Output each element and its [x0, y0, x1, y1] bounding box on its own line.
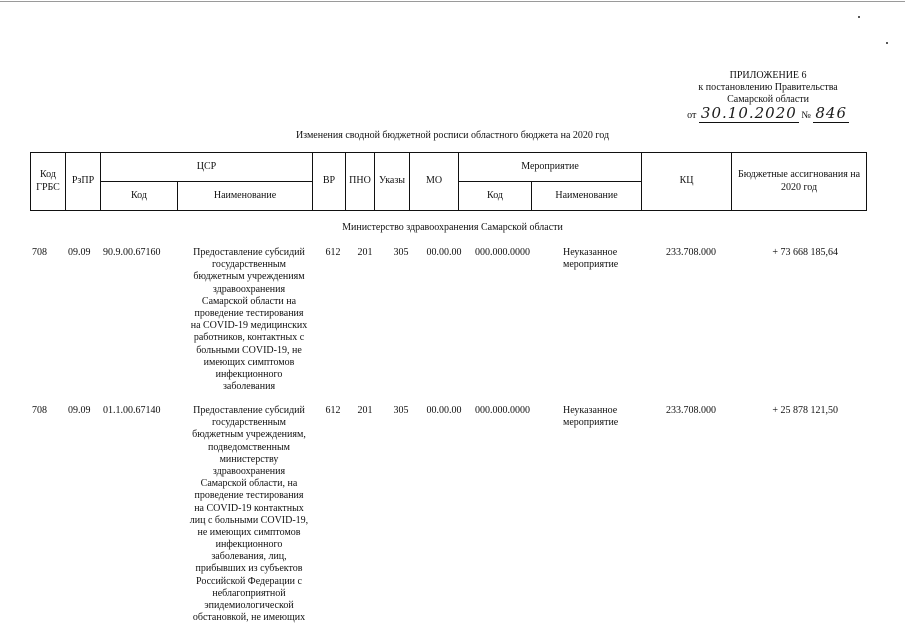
cell-pno: 201: [357, 405, 373, 416]
cell-mer-name: [563, 405, 653, 429]
text-line: Самарской области на: [201, 295, 297, 307]
text-line: проведение тестирования: [194, 307, 304, 319]
text-line: бюджетным учреждениям: [193, 271, 305, 283]
header-budget: Бюджетные ассигнования на 2020 год: [732, 153, 867, 211]
cell-rzpr: 09.09: [68, 247, 91, 258]
appendix-title: ПРИЛОЖЕНИЕ 6: [729, 70, 807, 81]
text-line: здравоохранения: [212, 465, 286, 477]
cell-mo: 00.00.00: [426, 247, 462, 258]
text-line: министерству: [219, 453, 279, 465]
cell-csr-code: 90.9.00.67160: [103, 247, 161, 258]
appendix-date-line: [687, 106, 849, 123]
cell-ukazy: 305: [393, 247, 409, 258]
cell-kc: 233.708.000: [666, 405, 716, 416]
text-line: государственным: [212, 417, 286, 429]
text-line: Неуказанное: [563, 405, 618, 416]
header-meropriyatie: Мероприятие: [459, 153, 642, 182]
header-vr: ВР: [313, 153, 346, 211]
text-line: Предоставление субсидий: [193, 247, 305, 258]
header-rzpr: РзПР: [66, 153, 101, 211]
header-pno: ПНО: [346, 153, 375, 211]
text-line: на COVID-19 медицинских: [190, 320, 308, 332]
header-csr-name: Наименование: [178, 182, 313, 211]
text-line: Самарской области, на: [200, 478, 298, 490]
cell-grbs: 708: [32, 247, 47, 258]
text-line: мероприятие: [563, 417, 619, 429]
cell-amount: + 25 878 121,50: [772, 405, 838, 416]
text-line: государственным: [212, 259, 286, 271]
text-line: мероприятие: [563, 259, 619, 271]
text-line: заболевания: [222, 381, 276, 393]
header-ukazy: Указы: [375, 153, 410, 211]
section-title: Министерство здравоохранения Самарской области: [342, 222, 563, 233]
text-line: не имеющих симптомов: [197, 526, 301, 538]
cell-kc: 233.708.000: [666, 247, 716, 258]
cell-pno: 201: [357, 247, 373, 258]
text-line: имеющих симптомов: [203, 356, 295, 368]
cell-mer-code: 000.000.0000: [475, 405, 530, 416]
cell-vr: 612: [325, 405, 341, 416]
document-title: Изменения сводной бюджетной росписи областного бюджета на 2020 год: [295, 130, 610, 141]
scan-speck: [858, 16, 860, 18]
text-line: работников, контактных с: [193, 332, 305, 344]
cell-vr: 612: [325, 247, 341, 258]
text-line: инфекционного: [215, 539, 283, 551]
header-csr-kod: Код: [101, 182, 178, 211]
header-mer-kod: Код: [459, 182, 532, 211]
scan-speck: [886, 42, 888, 44]
header-kod-grbs: Код ГРБС: [31, 153, 66, 211]
text-line: обстановкой, не имеющих: [192, 612, 306, 624]
text-line: больными COVID-19, не: [196, 344, 302, 356]
header-mo: МО: [410, 153, 459, 211]
cell-csr-name: [180, 405, 318, 624]
text-line: лиц с больными COVID-19,: [189, 514, 309, 526]
page-top-border: [0, 1, 905, 2]
handwritten-number: 846: [815, 104, 847, 122]
text-line: подведомственным: [207, 441, 290, 453]
cell-csr-code: 01.1.00.67140: [103, 405, 161, 416]
cell-grbs: 708: [32, 405, 47, 416]
cell-ukazy: 305: [393, 405, 409, 416]
appendix-block: [687, 70, 849, 123]
signature-date-underline: [699, 106, 799, 123]
appendix-decree: к постановлению Правительства: [698, 82, 838, 93]
text-line: Российской Федерации с: [196, 575, 302, 587]
text-line: бюджетным учреждениям,: [192, 429, 306, 441]
cell-amount: + 73 668 185,64: [772, 247, 838, 258]
text-line: здравоохранения: [212, 283, 286, 295]
appendix-region: Самарской области: [727, 94, 810, 105]
date-prefix: от: [687, 110, 697, 121]
cell-rzpr: 09.09: [68, 405, 91, 416]
header-kc: КЦ: [642, 153, 732, 211]
text-line: на COVID-19 контактных: [194, 502, 304, 514]
text-line: прибывших из субъектов: [195, 563, 303, 575]
text-line: заболевания, лиц,: [211, 551, 287, 563]
text-line: Неуказанное: [563, 247, 618, 258]
cell-mo: 00.00.00: [426, 405, 462, 416]
table-header: [30, 152, 867, 211]
cell-mer-name: [563, 247, 653, 271]
number-prefix: №: [801, 110, 811, 121]
text-line: Предоставление субсидий: [193, 405, 305, 416]
text-line: неблагоприятной: [212, 587, 286, 599]
cell-csr-name: [180, 247, 318, 393]
text-line: инфекционного: [215, 368, 283, 380]
signature-number-underline: [813, 106, 849, 123]
header-csr: ЦСР: [101, 153, 313, 182]
text-line: проведение тестирования: [194, 490, 304, 502]
cell-mer-code: 000.000.0000: [475, 247, 530, 258]
header-mer-name: Наименование: [532, 182, 642, 211]
handwritten-date: 30.10.2020: [700, 104, 797, 122]
text-line: эпидемиологической: [204, 600, 294, 611]
